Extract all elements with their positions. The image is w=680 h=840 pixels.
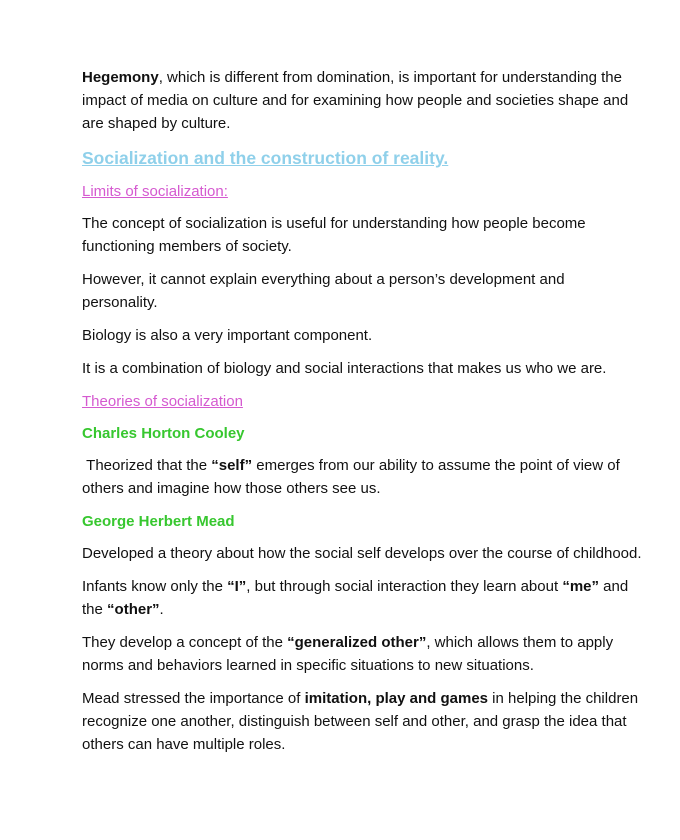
mead-p2-text-a: Infants know only the bbox=[82, 578, 228, 595]
mead-paragraph-1: Developed a theory about how the social self develops over the course of childhood. bbox=[82, 545, 642, 562]
mead-i-term: “I” bbox=[227, 578, 247, 595]
mead-p2-text-c: , but through social interaction they learn about bbox=[246, 578, 563, 595]
cooley-self-term: “self” bbox=[211, 457, 253, 474]
mead-imitation-term: imitation, play and games bbox=[304, 690, 489, 707]
cooley-text-post: emerges from our ability to assume the point of view of others and imagine how those others see us. bbox=[82, 457, 624, 497]
section-heading: Socialization and the construction of reality. bbox=[82, 148, 449, 168]
mead-p2-text-g: . bbox=[159, 601, 164, 618]
mead-me-term: “me” bbox=[562, 578, 599, 595]
limits-paragraph-2: However, it cannot explain everything about a person’s development and personality. bbox=[82, 271, 565, 311]
mead-paragraph-2 bbox=[82, 575, 642, 621]
mead-p3-text-c: , which allows them to apply norms and behaviors learned in specific situations to new situations. bbox=[82, 634, 614, 674]
mead-paragraph-3 bbox=[82, 631, 642, 677]
limits-paragraph-1: The concept of socialization is useful for understanding how people become functioning members of society. bbox=[82, 215, 586, 255]
cooley-paragraph bbox=[82, 454, 642, 500]
mead-paragraph-4 bbox=[82, 687, 642, 756]
limits-paragraph-3: Biology is also a very important component. bbox=[82, 327, 373, 344]
mead-p3-text-a: They develop a concept of the bbox=[82, 634, 288, 651]
limits-paragraph-4: It is a combination of biology and social interactions that makes us who we are. bbox=[82, 360, 607, 377]
mead-p4-text-c: in helping the children recognize one another, distinguish between self and other, and grasp the idea that others can have multiple roles. bbox=[82, 690, 639, 753]
hegemony-paragraph bbox=[82, 66, 642, 135]
mead-heading: George Herbert Mead bbox=[82, 513, 235, 530]
document-page bbox=[82, 66, 642, 766]
theories-heading: Theories of socialization bbox=[82, 393, 243, 410]
limits-heading: Limits of socialization: bbox=[82, 183, 228, 200]
cooley-heading: Charles Horton Cooley bbox=[82, 425, 245, 442]
mead-other-term: “other” bbox=[107, 601, 160, 618]
mead-p4-text-a: Mead stressed the importance of bbox=[82, 690, 305, 707]
hegemony-text: , which is different from domination, is important for understanding the impact of media on culture and for examining how people and societies shape and are shaped by culture. bbox=[82, 69, 629, 132]
mead-generalized-other-term: “generalized other” bbox=[287, 634, 427, 651]
cooley-text-pre: Theorized that the bbox=[82, 457, 212, 474]
mead-p2-text-e: and the bbox=[82, 578, 629, 618]
hegemony-term: Hegemony bbox=[82, 69, 159, 86]
